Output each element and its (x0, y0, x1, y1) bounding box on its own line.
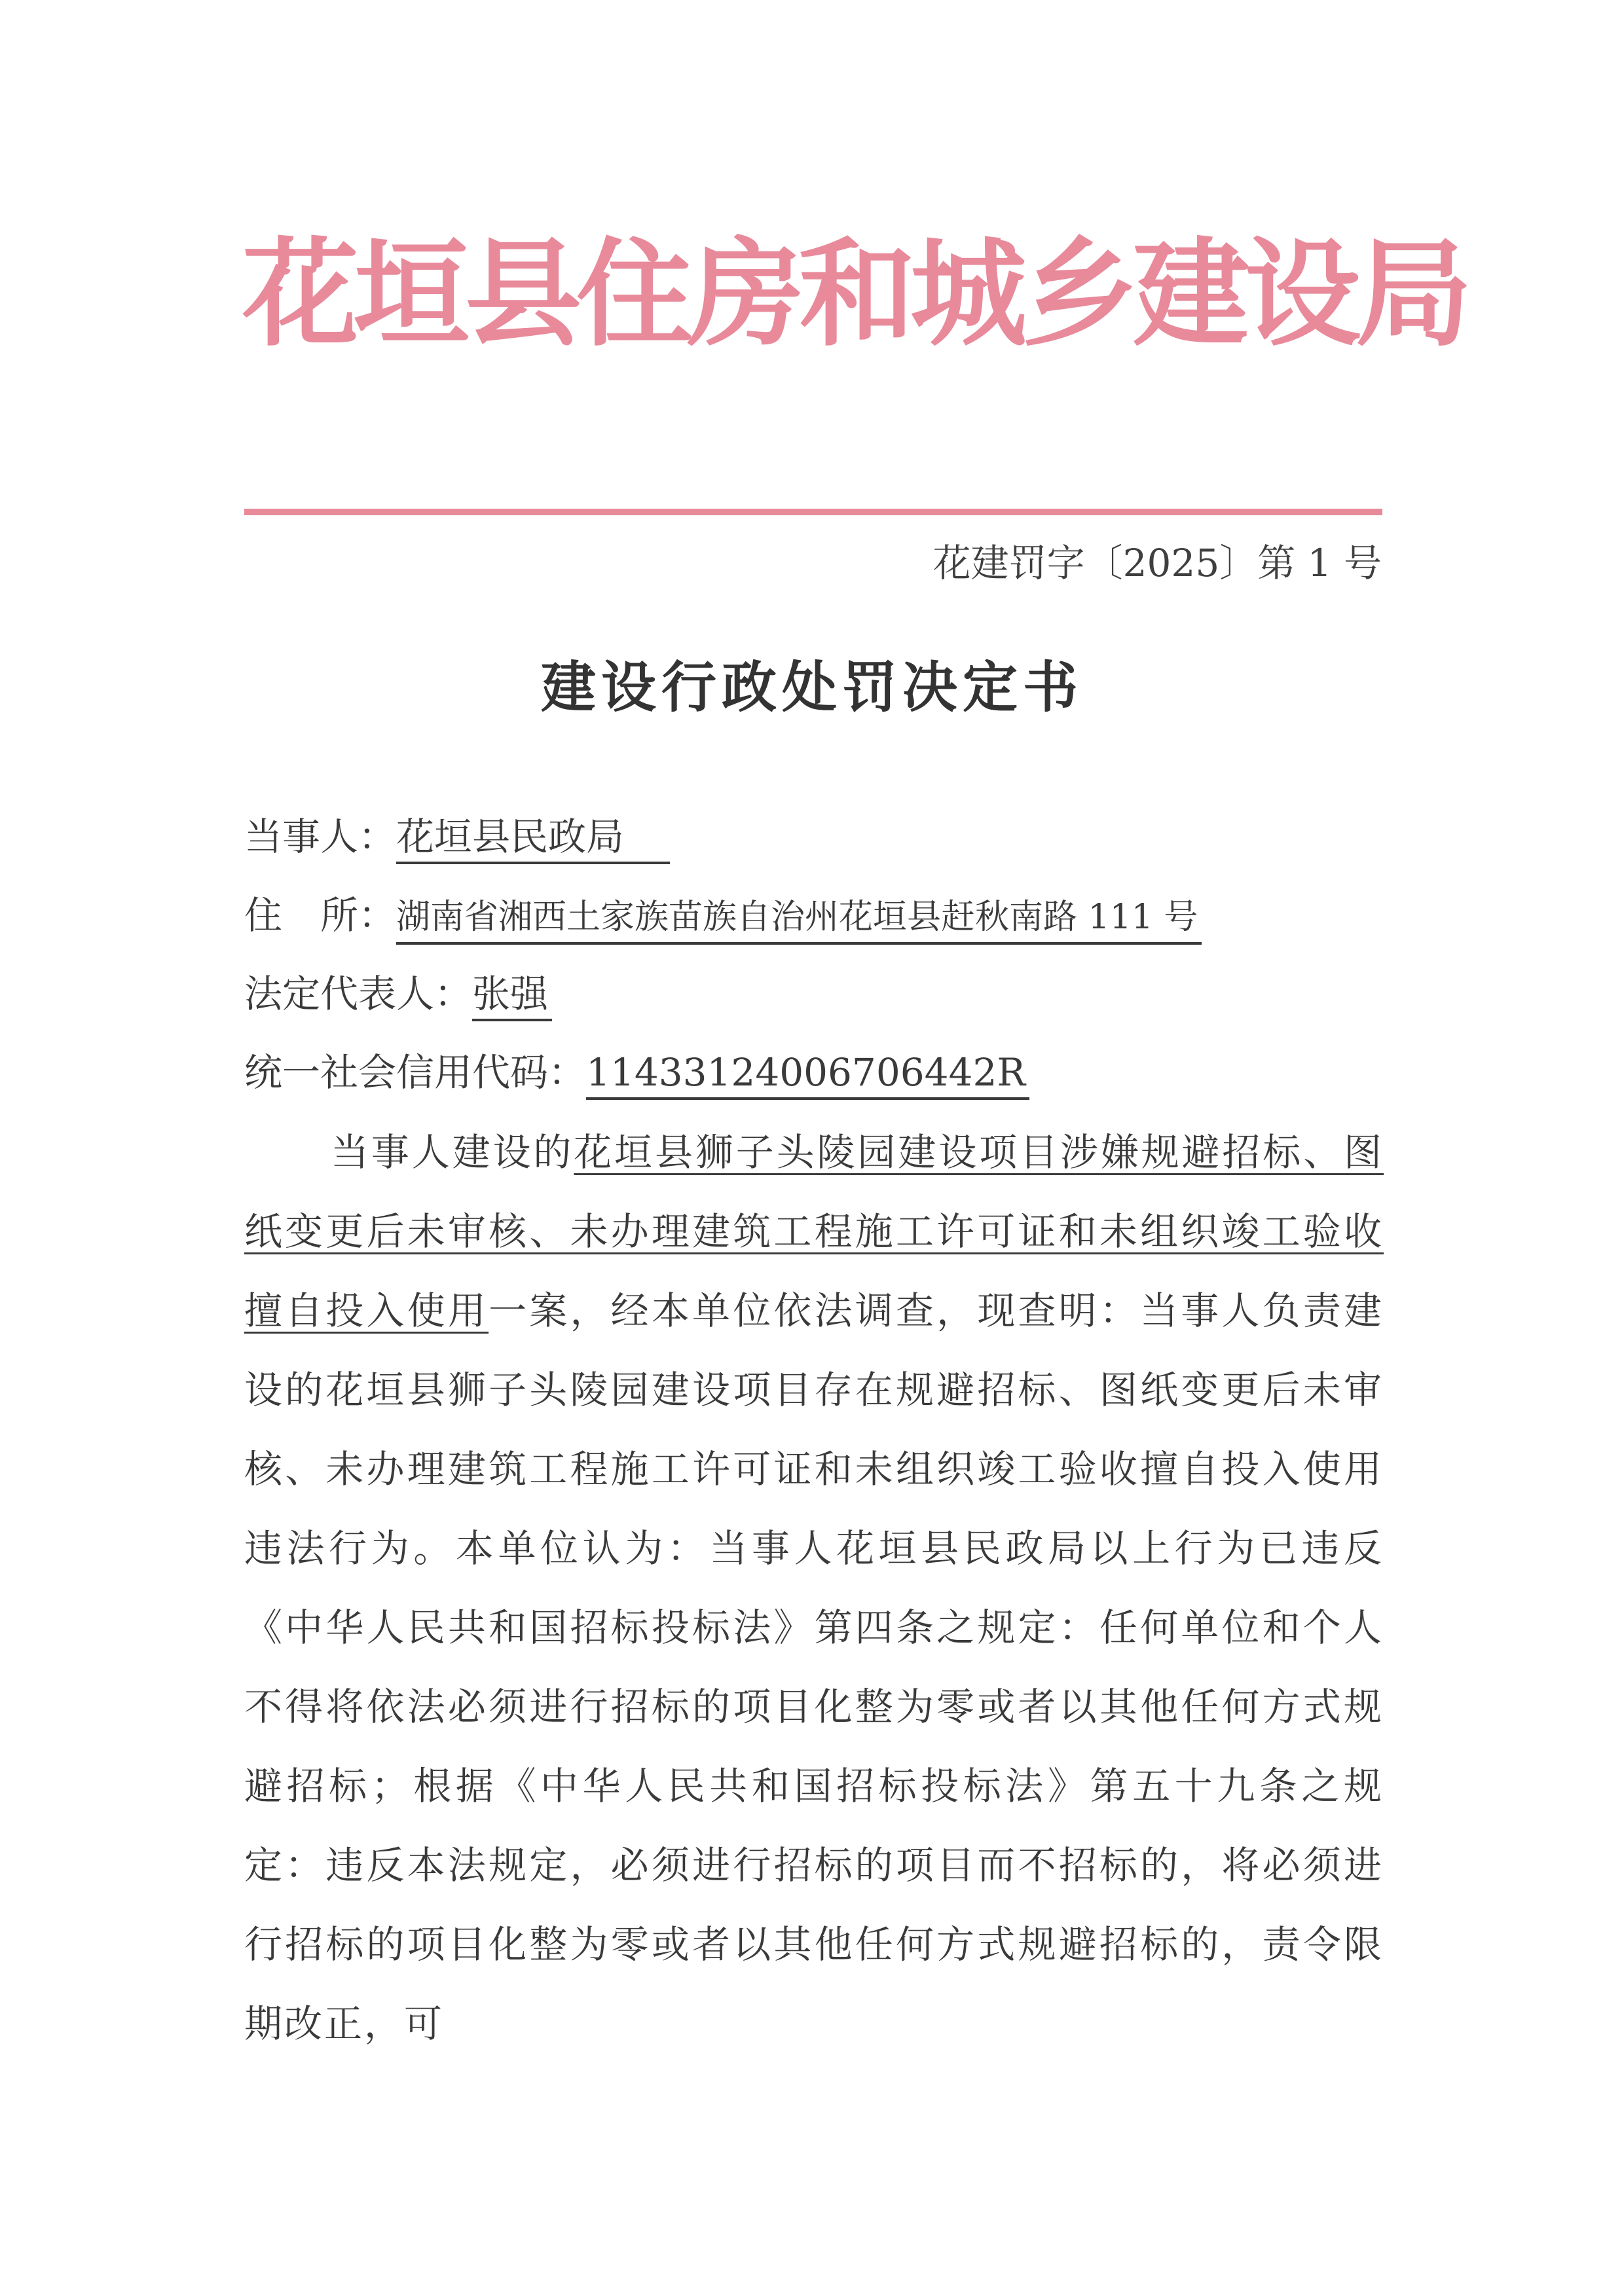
body-intro: 当事人建设的 (331, 1130, 574, 1175)
credit-code-label: 统一社会信用代码： (244, 1050, 587, 1095)
legal-representative-value: 张强 (472, 969, 552, 1021)
case-name: 花垣县狮子头陵园建设项目涉嫌规避招标、图纸变更后未审核、未办理建筑工程施工许可证和未组织竣工验收擅自投入使用 (244, 1130, 1384, 1333)
address-label: 住 所： (244, 893, 397, 938)
legal-representative-label: 法定代表人： (244, 972, 473, 1016)
party-field (244, 804, 670, 869)
issuing-organization-header: 花垣县住房和城乡建设局 (242, 227, 1467, 362)
credit-code-value: 11433124006706442R (586, 1048, 1029, 1100)
address-value: 湖南省湘西土家族苗族自治州花垣县赶秋南路 111 号 (396, 892, 1202, 945)
decision-body-paragraph (244, 1113, 1384, 2064)
party-value: 花垣县民政局 (396, 812, 670, 864)
red-divider-line (244, 509, 1382, 515)
party-label: 当事人： (244, 814, 397, 859)
credit-code-field (244, 1040, 1029, 1105)
body-text: 一案，经本单位依法调查，现查明：当事人负责建设的花垣县狮子头陵园建设项目存在规避招标、图纸变更后未审核、未办理建筑工程施工许可证和未组织竣工验收擅自投入使用违法行为。本单位认为：当事人花垣县民政局以上行为已违反《中华人民共和国招标投标法》第四条之规定：任何单位和个人不得将依法必须进行招标的项目化整为零或者以其他任何方式规避招标；根据《中华人民共和国招标投标法》第五十九条之规定：违反本法规定，必须进行招标的项目而不招标的，将必须进行招标的项目化整为零或者以其他任何方式规避招标的，责令限期改正，可 (244, 1288, 1384, 2046)
document-number: 花建罚字〔2025〕第 1 号 (932, 541, 1382, 585)
document-title: 建设行政处罚决定书 (540, 655, 1083, 720)
address-field (244, 883, 1202, 948)
legal-representative-field (244, 961, 552, 1027)
